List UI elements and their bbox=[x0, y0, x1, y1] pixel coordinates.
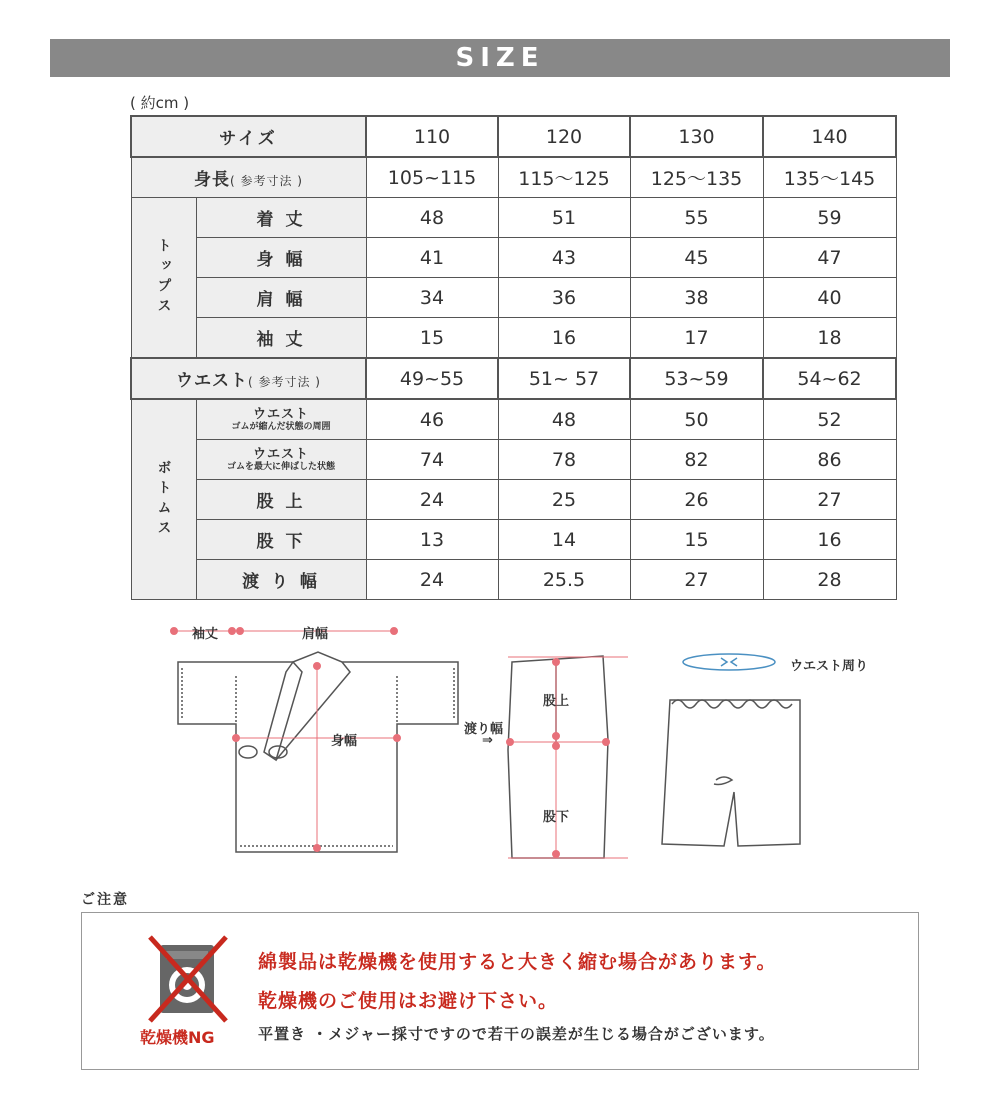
body-width-label: 身幅 bbox=[331, 734, 358, 749]
row-label: 股 下 bbox=[196, 520, 366, 560]
value-cell: 16 bbox=[498, 318, 630, 359]
value-cell: 38 bbox=[630, 278, 763, 318]
row-label: 渡 り 幅 bbox=[196, 560, 366, 600]
pants-measure-markers bbox=[507, 657, 629, 858]
value-cell: 18 bbox=[763, 318, 896, 359]
height-cell: 115～125 bbox=[498, 157, 630, 198]
value-cell: 50 bbox=[630, 399, 763, 440]
row-label: 肩 幅 bbox=[196, 278, 366, 318]
value-cell: 46 bbox=[366, 399, 498, 440]
caution-box bbox=[81, 912, 919, 1070]
height-cell: 105~115 bbox=[366, 157, 498, 198]
waist-cell: 51~ 57 bbox=[498, 358, 630, 399]
value-cell: 17 bbox=[630, 318, 763, 359]
caution-line-2: 乾燥機のご使用はお避け下さい。 bbox=[258, 990, 559, 1012]
caution-title: ご注意 bbox=[81, 892, 129, 908]
value-cell: 52 bbox=[763, 399, 896, 440]
value-cell: 48 bbox=[498, 399, 630, 440]
value-cell: 14 bbox=[498, 520, 630, 560]
value-cell: 15 bbox=[630, 520, 763, 560]
row-label-sub: ゴムを最大に伸ばした状態 bbox=[226, 461, 335, 472]
value-cell: 28 bbox=[763, 560, 896, 600]
waist-note: ( 参考寸法 ) bbox=[248, 375, 321, 389]
top-measure-markers bbox=[171, 628, 401, 852]
thigh-arrow: ⇒ bbox=[482, 733, 493, 748]
value-cell: 27 bbox=[763, 480, 896, 520]
row-label-main: ウエスト bbox=[252, 406, 309, 422]
size-col: 120 bbox=[498, 116, 630, 157]
tops-group-label: トップス bbox=[131, 198, 196, 359]
size-col: 110 bbox=[366, 116, 498, 157]
row-label-main: ウエスト bbox=[252, 446, 309, 462]
caution-line-3: 平置き ・メジャー採寸ですので若干の誤差が生じる場合がございます。 bbox=[258, 1025, 775, 1043]
shorts-illustration bbox=[662, 700, 800, 846]
value-cell: 27 bbox=[630, 560, 763, 600]
waist-cell: 53~59 bbox=[630, 358, 763, 399]
value-cell: 25.5 bbox=[498, 560, 630, 600]
value-cell: 15 bbox=[366, 318, 498, 359]
value-cell: 47 bbox=[763, 238, 896, 278]
value-cell: 51 bbox=[498, 198, 630, 238]
unit-note: ( 約cm ) bbox=[130, 94, 190, 112]
row-label: 着 丈 bbox=[196, 198, 366, 238]
inseam-label: 股下 bbox=[543, 810, 570, 825]
value-cell: 34 bbox=[366, 278, 498, 318]
bottoms-group-label: ボトムス bbox=[131, 399, 196, 600]
waist-label: ウエスト bbox=[176, 371, 248, 391]
waist-cell: 54~62 bbox=[763, 358, 896, 399]
value-cell: 16 bbox=[763, 520, 896, 560]
value-cell: 41 bbox=[366, 238, 498, 278]
thigh-label: 渡り幅 bbox=[464, 722, 504, 737]
waist-cell: 49~55 bbox=[366, 358, 498, 399]
row-label: 股 上 bbox=[196, 480, 366, 520]
rise-label: 股上 bbox=[543, 694, 570, 709]
shoulder-label: 肩幅 bbox=[302, 627, 329, 642]
value-cell: 43 bbox=[498, 238, 630, 278]
value-cell: 36 bbox=[498, 278, 630, 318]
sleeve-label: 袖丈 bbox=[192, 627, 219, 642]
size-banner: SIZE bbox=[50, 39, 950, 77]
row-label-sub: ゴムが縮んだ状態の周囲 bbox=[231, 421, 331, 432]
value-cell: 86 bbox=[763, 440, 896, 480]
value-cell: 48 bbox=[366, 198, 498, 238]
value-cell: 40 bbox=[763, 278, 896, 318]
value-cell: 74 bbox=[366, 440, 498, 480]
size-col: 140 bbox=[763, 116, 896, 157]
row-label: 身 幅 bbox=[196, 238, 366, 278]
size-header-label: サイズ bbox=[131, 116, 366, 157]
height-note: ( 参考寸法 ) bbox=[230, 174, 303, 188]
pants-side-illustration bbox=[508, 656, 608, 858]
value-cell: 26 bbox=[630, 480, 763, 520]
value-cell: 25 bbox=[498, 480, 630, 520]
caution-line-1: 綿製品は乾燥機を使用すると大きく縮む場合があります。 bbox=[258, 951, 777, 973]
height-label: 身長 bbox=[194, 170, 230, 190]
height-cell: 135～145 bbox=[763, 157, 896, 198]
value-cell: 24 bbox=[366, 480, 498, 520]
value-cell: 59 bbox=[763, 198, 896, 238]
dryer-ng-label: 乾燥機NG bbox=[140, 1028, 215, 1047]
size-col: 130 bbox=[630, 116, 763, 157]
value-cell: 55 bbox=[630, 198, 763, 238]
waist-around-marker bbox=[683, 654, 775, 670]
value-cell: 24 bbox=[366, 560, 498, 600]
row-label: 袖 丈 bbox=[196, 318, 366, 359]
height-cell: 125～135 bbox=[630, 157, 763, 198]
value-cell: 82 bbox=[630, 440, 763, 480]
waist-around-label: ウエスト周り bbox=[790, 659, 869, 674]
washing-machine-crossed-icon bbox=[146, 935, 232, 1025]
top-garment-illustration bbox=[178, 652, 458, 852]
value-cell: 13 bbox=[366, 520, 498, 560]
value-cell: 45 bbox=[630, 238, 763, 278]
value-cell: 78 bbox=[498, 440, 630, 480]
